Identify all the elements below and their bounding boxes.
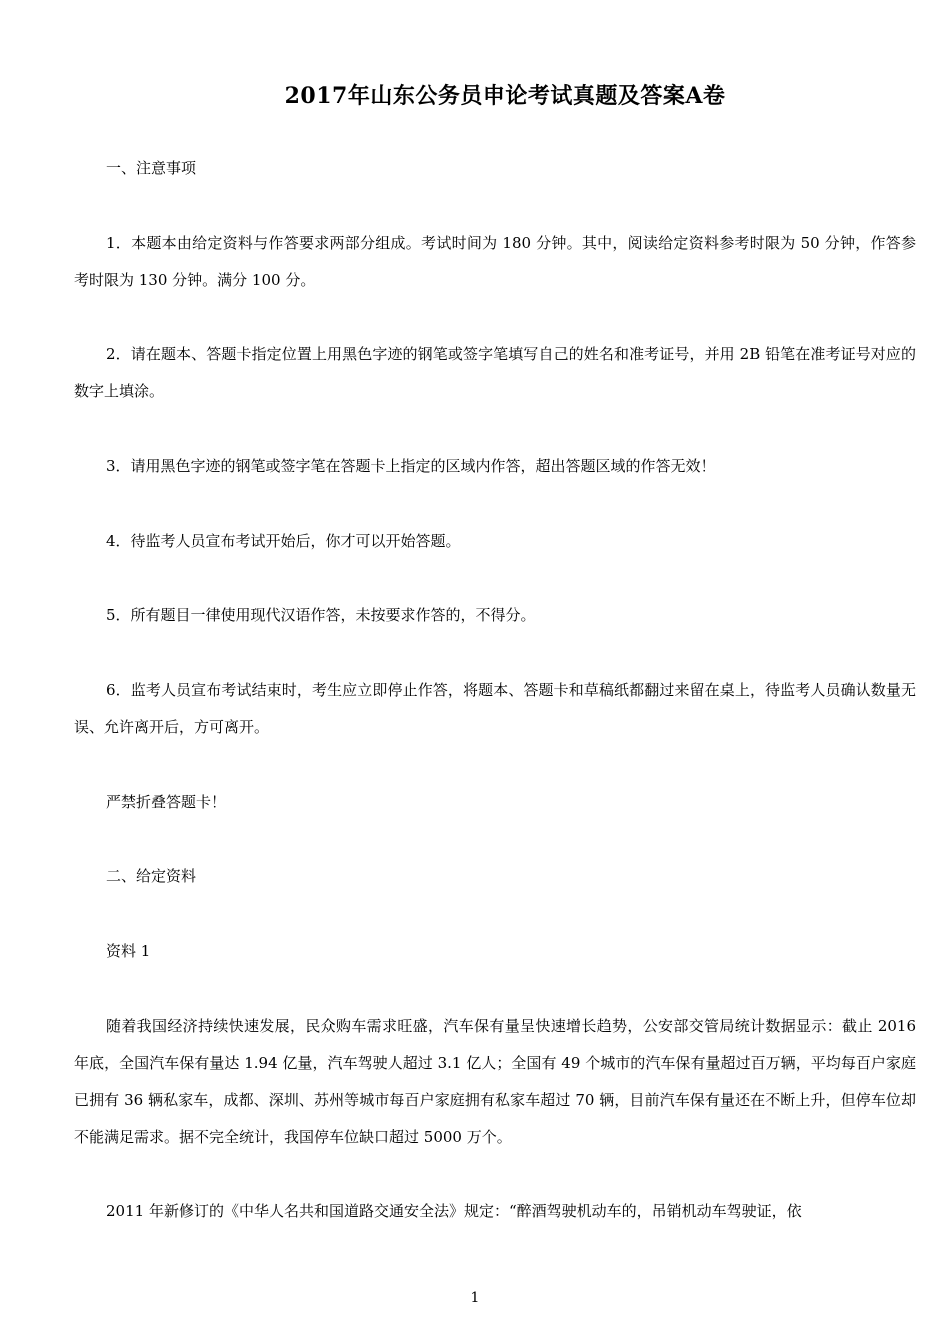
document-title: 2017年山东公务员申论考试真题及答案A卷 bbox=[284, 83, 726, 109]
note-item-1: 1．本题本由给定资料与作答要求两部分组成。考试时间为 180 分钟。其中，阅读给定资料参考时限为 50 分钟，作答参考时限为 130 分钟。满分 100 分。 bbox=[74, 234, 916, 289]
section-heading-materials: 二、给定资料 bbox=[106, 867, 197, 885]
section-heading-notes: 一、注意事项 bbox=[106, 159, 197, 177]
note-item-3: 3．请用黑色字迹的钢笔或签字笔在答题卡上指定的区域内作答，超出答题区域的作答无效！ bbox=[106, 457, 716, 475]
material-paragraph-2: 2011 年新修订的《中华人名共和国道路交通安全法》规定：“醉酒驾驶机动车的，吊销机动车驾驶证，依 bbox=[106, 1202, 802, 1220]
warning-text: 严禁折叠答题卡！ bbox=[106, 793, 227, 811]
material-heading-1: 资料 1 bbox=[106, 942, 151, 960]
note-item-4: 4．待监考人员宣布考试开始后，你才可以开始答题。 bbox=[106, 532, 461, 550]
note-item-6: 6．监考人员宣布考试结束时，考生应立即停止作答，将题本、答题卡和草稿纸都翻过来留在桌上，待监考人员确认数量无误、允许离开后，方可离开。 bbox=[74, 681, 916, 736]
note-item-5: 5．所有题目一律使用现代汉语作答，未按要求作答的，不得分。 bbox=[106, 606, 536, 624]
page-number: 1 bbox=[470, 1290, 480, 1306]
material-paragraph-1: 随着我国经济持续快速发展，民众购车需求旺盛，汽车保有量呈快速增长趋势，公安部交管局统计数据显示：截止 2016 年底，全国汽车保有量达 1.94 亿量，汽车驾驶人超过 3.1 亿人；全国有 49 个城市的汽车保有量超过百万辆，平均每百户家庭已拥有 36 辆私家车，成都、深圳、苏州等城市每百户家庭拥有私家车超过 70 辆，目前汽车保有量还在不断上升，但停车位却不能满足需求。据不完全统计，我国停车位缺口超过 5000 万个。 bbox=[74, 1017, 916, 1146]
note-item-2: 2．请在题本、答题卡指定位置上用黑色字迹的钢笔或签字笔填写自己的姓名和准考证号，并用 2B 铅笔在准考证号对应的数字上填涂。 bbox=[74, 345, 916, 400]
